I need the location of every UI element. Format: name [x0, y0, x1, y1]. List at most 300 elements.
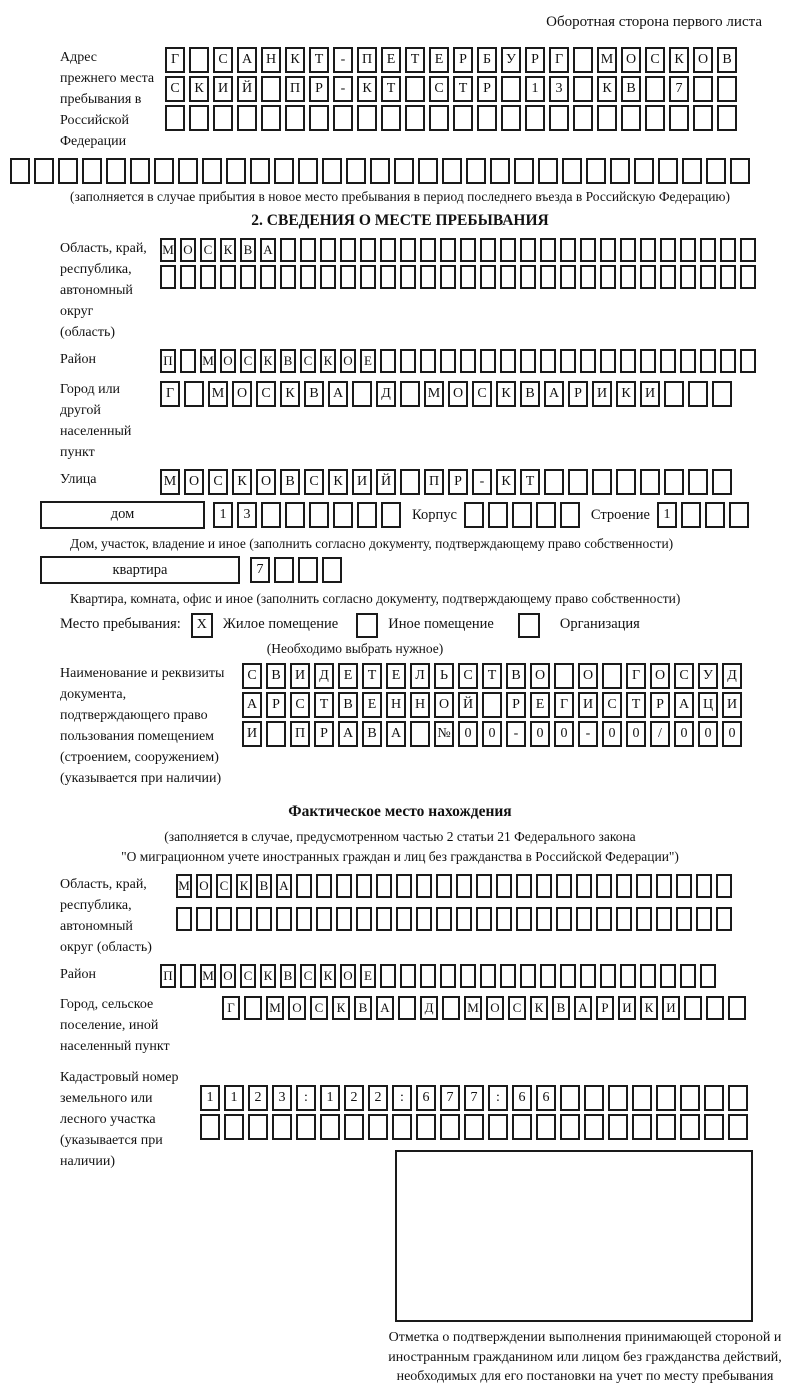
char-box: [340, 238, 356, 262]
char-box: 3: [549, 76, 569, 102]
char-box: -: [333, 47, 353, 73]
char-box: [640, 238, 656, 262]
char-box: В: [266, 663, 286, 689]
char-box: [716, 907, 732, 931]
char-box: [316, 874, 332, 898]
char-box: Т: [405, 47, 425, 73]
char-box: [280, 265, 296, 289]
char-box: [394, 158, 414, 184]
char-box: Е: [530, 692, 550, 718]
char-box: [580, 265, 596, 289]
char-box: С: [645, 47, 665, 73]
char-box: 2: [368, 1085, 388, 1111]
char-box: [500, 964, 516, 988]
char-box: Д: [314, 663, 334, 689]
char-box: [640, 964, 656, 988]
char-box: Й: [237, 76, 257, 102]
char-box: [322, 557, 342, 583]
char-box: [178, 158, 198, 184]
char-box: [296, 1114, 316, 1140]
char-box: Б: [477, 47, 497, 73]
option-other-premises-label: Иное помещение: [388, 615, 494, 632]
char-box: [240, 265, 256, 289]
char-box: [688, 469, 708, 495]
region-row-2: [160, 265, 760, 289]
char-box: [596, 907, 612, 931]
char-box: [600, 238, 616, 262]
char-box: В: [621, 76, 641, 102]
option-residential-label: Жилое помещение: [222, 615, 339, 632]
char-box: С: [208, 469, 228, 495]
char-box: [296, 874, 312, 898]
char-box: [274, 158, 294, 184]
char-box: [464, 1114, 484, 1140]
char-box: С: [216, 874, 232, 898]
char-box: [516, 907, 532, 931]
char-box: [730, 158, 750, 184]
char-box: [398, 996, 416, 1020]
char-box: К: [260, 964, 276, 988]
char-box: [660, 238, 676, 262]
char-box: О: [288, 996, 306, 1020]
char-box: [573, 76, 593, 102]
char-box: [656, 1114, 676, 1140]
char-box: [360, 238, 376, 262]
char-box: -: [333, 76, 353, 102]
char-box: [340, 265, 356, 289]
char-box: [676, 874, 692, 898]
char-box: И: [242, 721, 262, 747]
actual-city-block: [60, 994, 790, 1057]
char-box: [681, 502, 701, 528]
char-box: [298, 158, 318, 184]
char-box: С: [165, 76, 185, 102]
char-box: [10, 158, 30, 184]
house-field-label: дом: [40, 501, 205, 529]
char-box: :: [392, 1085, 412, 1111]
char-box: [600, 265, 616, 289]
char-box: [520, 265, 536, 289]
char-box: В: [240, 238, 256, 262]
char-box: :: [488, 1085, 508, 1111]
char-box: И: [618, 996, 636, 1020]
house-block: [40, 501, 790, 529]
char-box: Р: [453, 47, 473, 73]
char-box: [740, 265, 756, 289]
char-box: С: [240, 349, 256, 373]
char-box: Й: [376, 469, 396, 495]
char-box: [500, 238, 516, 262]
char-box: [213, 105, 233, 131]
char-box: [400, 238, 416, 262]
stay-place-block: [60, 612, 790, 638]
char-box: [440, 265, 456, 289]
char-box: Т: [309, 47, 329, 73]
char-box: [333, 502, 353, 528]
char-box: [220, 265, 236, 289]
char-box: Е: [362, 692, 382, 718]
stroenie-label: Строение: [590, 506, 650, 523]
char-box: [544, 469, 564, 495]
char-box: [165, 105, 185, 131]
char-box: Г: [165, 47, 185, 73]
char-box: [676, 907, 692, 931]
char-box: [160, 265, 176, 289]
previous-address-note: (заполняется в случае прибытия в новое место пребывания в период последнего въезда в Российскую Федерацию): [69, 189, 731, 204]
char-box: П: [285, 76, 305, 102]
char-box: [501, 105, 521, 131]
char-box: О: [434, 692, 454, 718]
char-box: [352, 381, 372, 407]
char-box: [540, 265, 556, 289]
char-box: [656, 1085, 676, 1111]
char-box: [476, 874, 492, 898]
char-box: [202, 158, 222, 184]
char-box: [490, 158, 510, 184]
char-box: [688, 381, 708, 407]
char-box: [680, 964, 696, 988]
char-box: [460, 964, 476, 988]
char-box: [480, 238, 496, 262]
char-box: [520, 964, 536, 988]
char-box: К: [597, 76, 617, 102]
char-box: [560, 349, 576, 373]
page-side-note: Оборотная сторона первого листа: [546, 14, 762, 30]
char-box: -: [578, 721, 598, 747]
char-box: К: [280, 381, 300, 407]
char-box: [592, 469, 612, 495]
char-box: [616, 469, 636, 495]
char-box: [620, 238, 636, 262]
char-box: [554, 663, 574, 689]
char-box: [285, 105, 305, 131]
char-box: М: [160, 238, 176, 262]
char-box: О: [340, 964, 356, 988]
char-box: Н: [410, 692, 430, 718]
char-box: [405, 105, 425, 131]
char-box: В: [280, 349, 296, 373]
char-box: 0: [458, 721, 478, 747]
char-box: [336, 874, 352, 898]
char-box: И: [722, 692, 742, 718]
char-box: [266, 721, 286, 747]
char-box: [224, 1114, 244, 1140]
char-box: И: [578, 692, 598, 718]
char-box: [573, 47, 593, 73]
char-box: С: [602, 692, 622, 718]
char-box: Ь: [434, 663, 454, 689]
char-box: [189, 105, 209, 131]
char-box: К: [320, 964, 336, 988]
char-box: [680, 349, 696, 373]
char-box: [562, 158, 582, 184]
char-box: Г: [222, 996, 240, 1020]
char-box: [700, 265, 716, 289]
char-box: [244, 996, 262, 1020]
char-box: [740, 238, 756, 262]
char-box: К: [332, 996, 350, 1020]
char-box: О: [693, 47, 713, 73]
char-box: 0: [698, 721, 718, 747]
char-box: [660, 265, 676, 289]
char-box: [576, 874, 592, 898]
char-box: А: [674, 692, 694, 718]
char-box: О: [621, 47, 641, 73]
char-box: К: [285, 47, 305, 73]
char-box: [380, 964, 396, 988]
char-box: 6: [512, 1085, 532, 1111]
char-box: Р: [525, 47, 545, 73]
char-box: [740, 349, 756, 373]
char-box: 7: [440, 1085, 460, 1111]
char-box: Д: [376, 381, 396, 407]
char-box: [82, 158, 102, 184]
char-box: [556, 874, 572, 898]
char-box: О: [448, 381, 468, 407]
char-box: [200, 1114, 220, 1140]
char-box: Р: [596, 996, 614, 1020]
char-box: И: [213, 76, 233, 102]
char-box: [600, 964, 616, 988]
char-box: [720, 238, 736, 262]
char-box: К: [260, 349, 276, 373]
form-page: [0, 14, 800, 1384]
char-box: [705, 502, 725, 528]
option-organization-label: Организация: [559, 615, 640, 632]
char-box: 1: [320, 1085, 340, 1111]
actual-location-note-2: "О миграционном учете иностранных граждан и лиц без гражданства в Российской Федерации"): [121, 848, 679, 864]
char-box: [621, 105, 641, 131]
char-box: П: [424, 469, 444, 495]
char-box: О: [220, 964, 236, 988]
char-box: [602, 663, 622, 689]
char-box: [500, 349, 516, 373]
char-box: [106, 158, 126, 184]
char-box: [370, 158, 390, 184]
prev-address-row-3: [165, 105, 741, 131]
char-box: [436, 874, 452, 898]
char-box: 7: [464, 1085, 484, 1111]
char-box: К: [530, 996, 548, 1020]
char-box: 0: [722, 721, 742, 747]
actual-district-label: Район: [60, 967, 96, 983]
char-box: [456, 874, 472, 898]
char-box: К: [496, 381, 516, 407]
char-box: К: [189, 76, 209, 102]
char-box: [496, 874, 512, 898]
char-box: [34, 158, 54, 184]
registration-stamp-note: Отметка о подтверждении выполнения принимающей стороной и иностранным гражданином или лицом без гражданства действий, необходимых для его постановки на учет по месту пребывания: [388, 1330, 782, 1384]
char-box: №: [434, 721, 454, 747]
char-box: П: [160, 964, 176, 988]
char-box: В: [280, 964, 296, 988]
char-box: [376, 874, 392, 898]
char-box: [620, 349, 636, 373]
char-box: [680, 1114, 700, 1140]
char-box: О: [232, 381, 252, 407]
char-box: 1: [200, 1085, 220, 1111]
actual-location-note-1: (заполняется в случае, предусмотренном частью 2 статьи 21 Федерального закона: [164, 829, 636, 845]
char-box: Д: [722, 663, 742, 689]
char-box: 1: [525, 76, 545, 102]
char-box: 0: [674, 721, 694, 747]
char-box: [298, 557, 318, 583]
char-box: Т: [626, 692, 646, 718]
char-box: [664, 381, 684, 407]
char-box: [516, 874, 532, 898]
char-box: 0: [554, 721, 574, 747]
char-box: [429, 105, 449, 131]
char-box: [180, 964, 196, 988]
char-box: А: [386, 721, 406, 747]
char-box: Н: [386, 692, 406, 718]
char-box: [357, 105, 377, 131]
street-row: [160, 469, 736, 495]
char-box: [316, 907, 332, 931]
prev-address-row-4: [10, 158, 790, 184]
char-box: Р: [568, 381, 588, 407]
char-box: О: [196, 874, 212, 898]
char-box: [344, 1114, 364, 1140]
char-box: [717, 105, 737, 131]
char-box: 2: [248, 1085, 268, 1111]
char-box: [706, 996, 724, 1020]
char-box: [400, 381, 420, 407]
char-box: [189, 47, 209, 73]
actual-location-title: Фактическое место нахождения: [288, 803, 512, 821]
char-box: [400, 265, 416, 289]
char-box: [580, 238, 596, 262]
char-box: И: [290, 663, 310, 689]
char-box: [636, 874, 652, 898]
char-box: [560, 502, 580, 528]
char-box: [640, 469, 660, 495]
city-label: Город или другой населенный пункт: [60, 381, 132, 460]
street-label: Улица: [60, 471, 97, 487]
char-box: [248, 1114, 268, 1140]
char-box: [584, 1085, 604, 1111]
stroenie-row: [657, 502, 753, 528]
char-box: Р: [506, 692, 526, 718]
char-box: [309, 502, 329, 528]
char-box: [716, 874, 732, 898]
char-box: [400, 469, 420, 495]
char-box: О: [486, 996, 504, 1020]
char-box: [660, 964, 676, 988]
char-box: Г: [160, 381, 180, 407]
char-box: [226, 158, 246, 184]
char-box: Л: [410, 663, 430, 689]
checkbox-residential: X: [191, 613, 213, 638]
document-row-2: [242, 692, 746, 718]
char-box: [58, 158, 78, 184]
char-box: Р: [477, 76, 497, 102]
char-box: [712, 381, 732, 407]
checkbox-organization: [518, 613, 540, 638]
char-box: М: [200, 349, 216, 373]
char-box: Р: [266, 692, 286, 718]
char-box: С: [472, 381, 492, 407]
char-box: П: [160, 349, 176, 373]
char-box: /: [650, 721, 670, 747]
prev-address-row-2: [165, 76, 741, 102]
char-box: О: [220, 349, 236, 373]
char-box: [381, 105, 401, 131]
char-box: [568, 469, 588, 495]
char-box: С: [242, 663, 262, 689]
char-box: [261, 502, 281, 528]
char-box: [381, 502, 401, 528]
char-box: [442, 996, 460, 1020]
char-box: [560, 964, 576, 988]
char-box: [456, 907, 472, 931]
char-box: [285, 502, 305, 528]
char-box: А: [242, 692, 262, 718]
actual-region-label: Область, край, республика, автономный округ (область): [60, 877, 152, 956]
char-box: [608, 1114, 628, 1140]
char-box: 6: [416, 1085, 436, 1111]
char-box: [274, 557, 294, 583]
char-box: [656, 874, 672, 898]
city-block: [60, 379, 790, 463]
char-box: [480, 265, 496, 289]
char-box: [320, 238, 336, 262]
char-box: [130, 158, 150, 184]
char-box: [320, 265, 336, 289]
char-box: [380, 265, 396, 289]
char-box: Р: [309, 76, 329, 102]
char-box: [512, 1114, 532, 1140]
char-box: [700, 349, 716, 373]
char-box: [482, 692, 502, 718]
char-box: В: [552, 996, 570, 1020]
apartment-block: [40, 556, 790, 584]
char-box: [645, 105, 665, 131]
char-box: [296, 907, 312, 931]
char-box: Р: [448, 469, 468, 495]
char-box: [380, 349, 396, 373]
char-box: [480, 349, 496, 373]
char-box: И: [352, 469, 372, 495]
char-box: [728, 996, 746, 1020]
char-box: [261, 76, 281, 102]
char-box: [420, 238, 436, 262]
char-box: [580, 349, 596, 373]
char-box: [466, 158, 486, 184]
char-box: [560, 1085, 580, 1111]
char-box: [418, 158, 438, 184]
char-box: [442, 158, 462, 184]
char-box: [396, 874, 412, 898]
previous-address-block: [60, 47, 790, 152]
document-row-3: [242, 721, 746, 747]
registration-stamp-box: [395, 1150, 753, 1322]
char-box: М: [176, 874, 192, 898]
char-box: [376, 907, 392, 931]
char-box: [176, 907, 192, 931]
char-box: [608, 1085, 628, 1111]
char-box: [560, 265, 576, 289]
char-box: Ц: [698, 692, 718, 718]
char-box: Т: [381, 76, 401, 102]
char-box: [440, 964, 456, 988]
char-box: В: [280, 469, 300, 495]
char-box: С: [200, 238, 216, 262]
actual-region-row-1: [176, 874, 736, 898]
char-box: [620, 964, 636, 988]
char-box: В: [506, 663, 526, 689]
house-note: Дом, участок, владение и иное (заполнить согласно документу, подтверждающему право собственности): [70, 535, 674, 551]
